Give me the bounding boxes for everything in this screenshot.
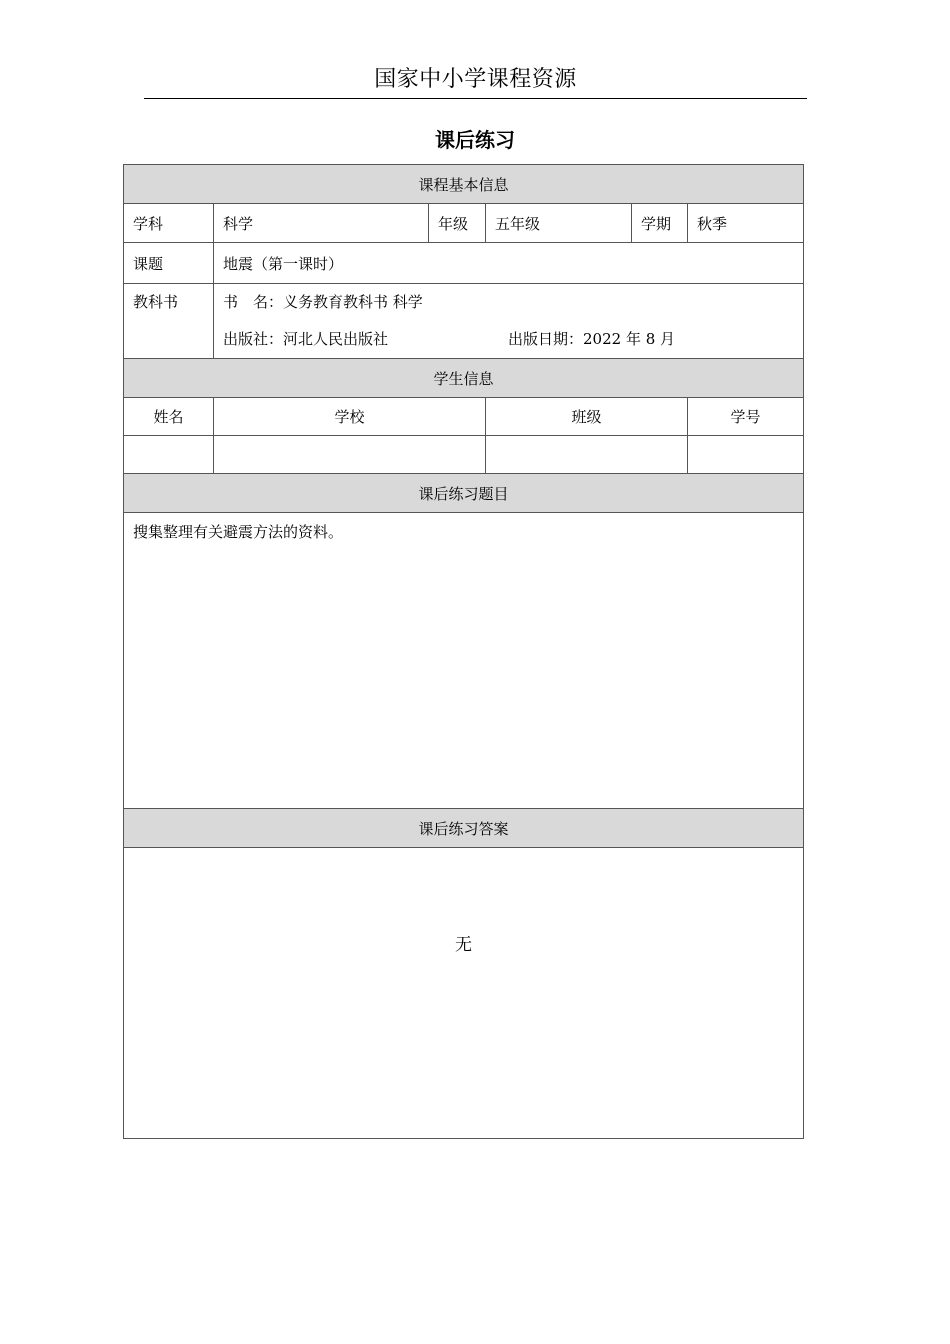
answer-content-row	[124, 848, 804, 1139]
document-title: 课后练习	[435, 128, 515, 152]
textbook-label: 教科书	[133, 293, 179, 311]
exercise-content: 搜集整理有关避震方法的资料。	[124, 513, 804, 809]
subject-label: 学科	[124, 204, 214, 243]
textbook-info-cell	[214, 284, 804, 359]
topic-row	[124, 243, 804, 284]
grade-value: 五年级	[486, 204, 632, 243]
student-school-cell[interactable]	[214, 436, 486, 474]
student-school-header: 学校	[214, 398, 486, 436]
student-input-row	[124, 436, 804, 474]
student-class-header: 班级	[486, 398, 688, 436]
publisher-line: 出版社：河北人民出版社	[223, 330, 389, 348]
student-class-cell[interactable]	[486, 436, 688, 474]
course-info-section-title: 课程基本信息	[124, 165, 804, 204]
student-id-header: 学号	[688, 398, 804, 436]
term-label: 学期	[632, 204, 688, 243]
student-name-cell[interactable]	[124, 436, 214, 474]
exercise-header-row	[124, 474, 804, 513]
textbook-row	[124, 284, 804, 359]
term-value: 秋季	[688, 204, 804, 243]
book-name-line: 书 名：义务教育教科书 科学	[223, 293, 423, 311]
subject-value: 科学	[214, 204, 429, 243]
publish-date-line: 出版日期：2022 年 8 月	[508, 330, 676, 348]
course-info-header-row	[124, 165, 804, 204]
publisher-date-line	[223, 321, 794, 358]
answer-content: 无	[124, 848, 804, 1139]
exercise-content-row	[124, 513, 804, 809]
student-columns-row	[124, 398, 804, 436]
topic-value: 地震（第一课时）	[214, 243, 804, 284]
answer-header-row	[124, 809, 804, 848]
student-id-cell[interactable]	[688, 436, 804, 474]
answer-section-title: 课后练习答案	[124, 809, 804, 848]
student-info-header-row	[124, 359, 804, 398]
course-info-row	[124, 204, 804, 243]
grade-label: 年级	[429, 204, 486, 243]
textbook-label-cell	[124, 284, 214, 359]
student-info-section-title: 学生信息	[124, 359, 804, 398]
page-header: 国家中小学课程资源	[144, 62, 807, 99]
topic-label: 课题	[124, 243, 214, 284]
exercise-section-title: 课后练习题目	[124, 474, 804, 513]
student-name-header: 姓名	[124, 398, 214, 436]
exercise-sheet-table	[123, 164, 804, 1139]
